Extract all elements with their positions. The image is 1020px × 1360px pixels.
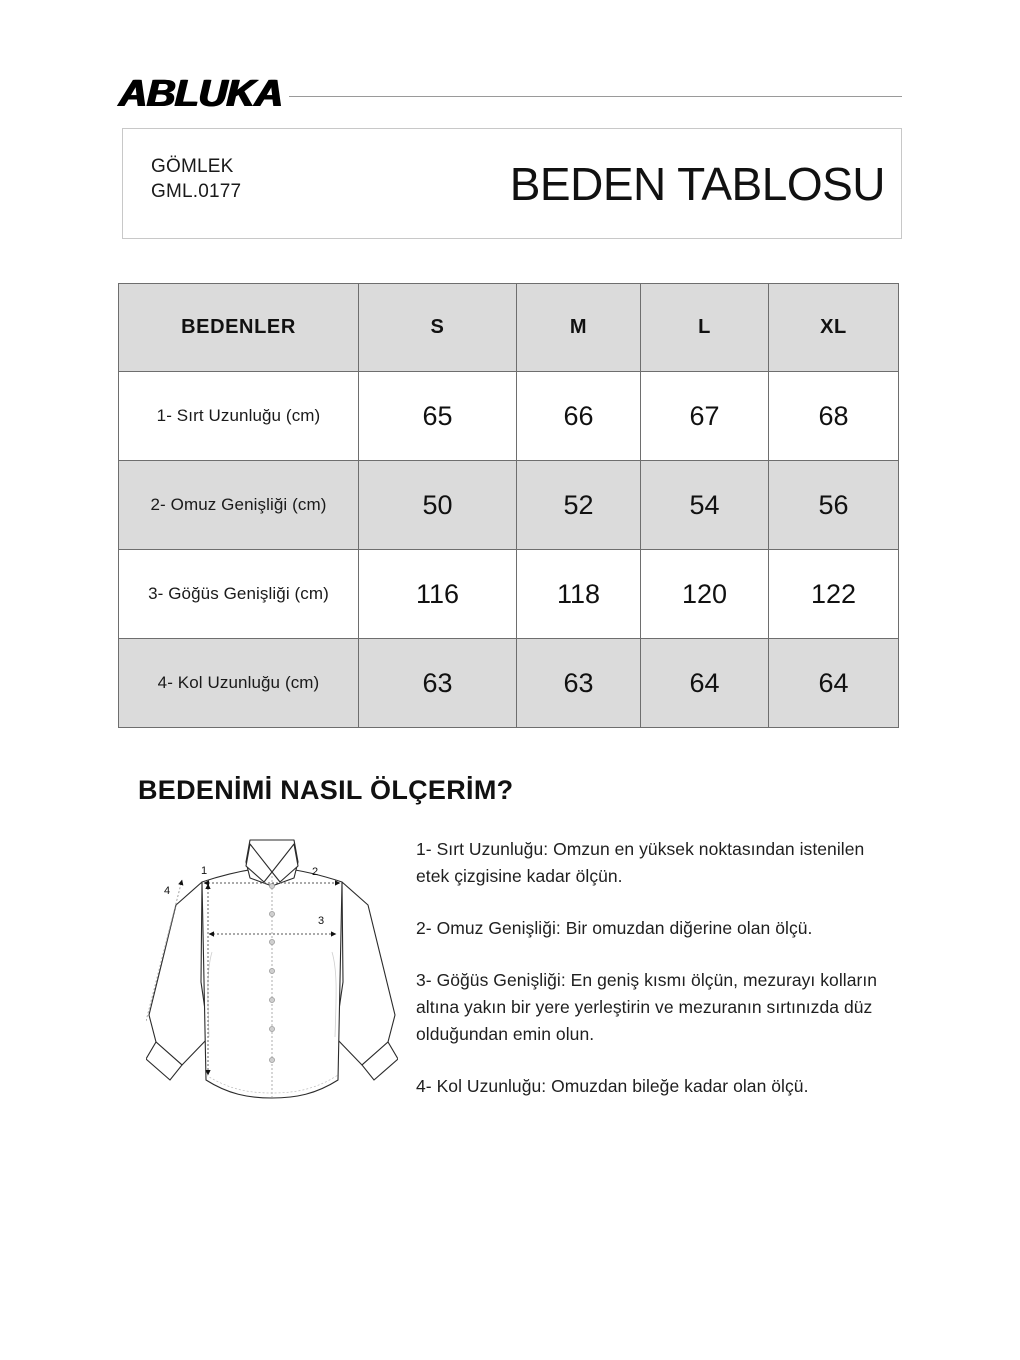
table-row bbox=[119, 461, 899, 550]
column-header-xl: XL bbox=[769, 284, 899, 372]
cell-shoulder-width-xl: 56 bbox=[769, 461, 899, 550]
cell-back-length-s: 65 bbox=[359, 372, 517, 461]
cell-sleeve-length-xl: 64 bbox=[769, 639, 899, 728]
cell-shoulder-width-l: 54 bbox=[641, 461, 769, 550]
cell-sleeve-length-s: 63 bbox=[359, 639, 517, 728]
product-code: GML.0177 bbox=[151, 181, 242, 202]
table-row bbox=[119, 550, 899, 639]
howto-heading: BEDENİMİ NASIL ÖLÇERİM? bbox=[138, 775, 514, 805]
title-panel bbox=[122, 128, 902, 239]
shirt-illustration-svg bbox=[146, 832, 398, 1112]
column-header-l: L bbox=[641, 284, 769, 372]
shirt-measurement-diagram bbox=[146, 832, 398, 1112]
cell-back-length-xl: 68 bbox=[769, 372, 899, 461]
cell-back-length-m: 66 bbox=[517, 372, 641, 461]
right-sleeve-shape bbox=[335, 882, 395, 1065]
header-divider-rule bbox=[289, 96, 902, 97]
page-title: BEDEN TABLOSU bbox=[509, 157, 885, 210]
column-header-measurement: BEDENLER bbox=[119, 284, 359, 372]
row-label-back-length: 1- Sırt Uzunluğu (cm) bbox=[119, 372, 359, 461]
cell-back-length-l: 67 bbox=[641, 372, 769, 461]
row-label-shoulder-width: 2- Omuz Genişliği (cm) bbox=[119, 461, 359, 550]
product-category: GÖMLEK bbox=[151, 156, 234, 177]
diagram-marker-3: 3 bbox=[318, 915, 325, 927]
cell-chest-width-m: 118 bbox=[517, 550, 641, 639]
abluka-logo: ABLUKA bbox=[117, 73, 283, 115]
product-identifier bbox=[151, 154, 241, 204]
cell-sleeve-length-m: 63 bbox=[517, 639, 641, 728]
table-row bbox=[119, 372, 899, 461]
brand-header bbox=[118, 74, 902, 114]
diagram-marker-1: 1 bbox=[201, 865, 208, 877]
row-label-chest-width: 3- Göğüs Genişliği (cm) bbox=[119, 550, 359, 639]
diagram-marker-4: 4 bbox=[164, 885, 171, 897]
cell-chest-width-s: 116 bbox=[359, 550, 517, 639]
table-row bbox=[119, 639, 899, 728]
instruction-step-2: 2- Omuz Genişliği: Bir omuzdan diğerine olan ölçü. bbox=[416, 918, 813, 938]
measurement-instructions bbox=[416, 836, 886, 1100]
cell-chest-width-xl: 122 bbox=[769, 550, 899, 639]
shirt-body-shape bbox=[202, 868, 342, 1098]
column-header-m: M bbox=[517, 284, 641, 372]
diagram-marker-2: 2 bbox=[312, 866, 319, 878]
table-header-row bbox=[119, 284, 899, 372]
cell-shoulder-width-m: 52 bbox=[517, 461, 641, 550]
instruction-step-1: 1- Sırt Uzunluğu: Omzun en yüksek noktasından istenilen etek çizgisine kadar ölçün. bbox=[416, 839, 865, 886]
instruction-step-3: 3- Göğüs Genişliği: En geniş kısmı ölçün, mezurayı kolların altına yakın bir yere yerleştirin ve mezuranın sırtınızda düz olduğundan emin olun. bbox=[416, 970, 878, 1044]
cell-chest-width-l: 120 bbox=[641, 550, 769, 639]
column-header-s: S bbox=[359, 284, 517, 372]
cell-shoulder-width-s: 50 bbox=[359, 461, 517, 550]
size-chart-table bbox=[118, 283, 899, 728]
row-label-sleeve-length: 4- Kol Uzunluğu (cm) bbox=[119, 639, 359, 728]
cell-sleeve-length-l: 64 bbox=[641, 639, 769, 728]
instruction-step-4: 4- Kol Uzunluğu: Omuzdan bileğe kadar olan ölçü. bbox=[416, 1076, 809, 1096]
